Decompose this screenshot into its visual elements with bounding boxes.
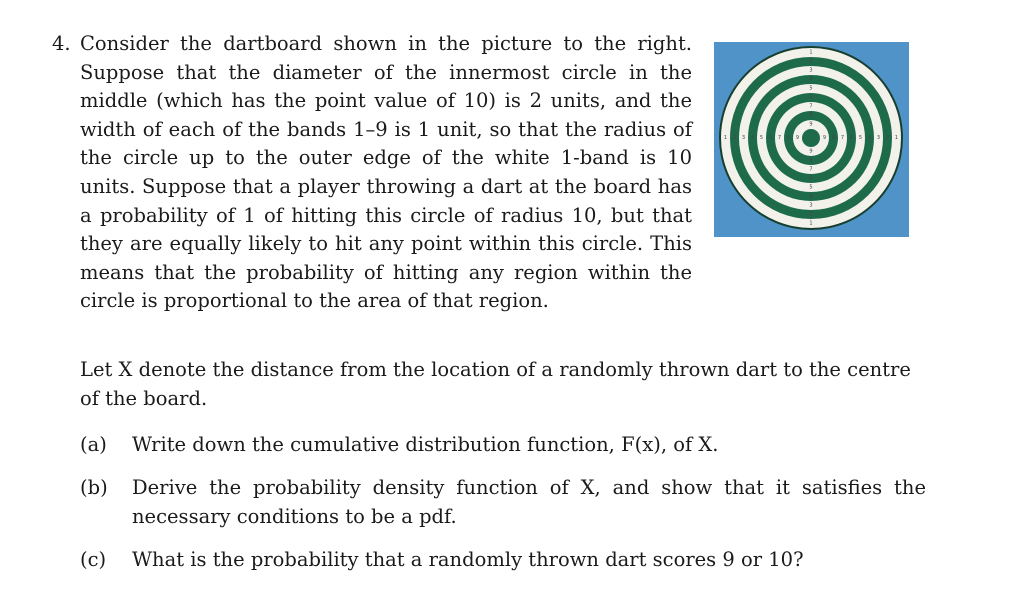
score-label-top-4: 4 xyxy=(809,76,813,83)
score-label-right-5: 5 xyxy=(858,135,863,141)
dartboard-image xyxy=(714,42,909,237)
score-label-bottom-1: 1 xyxy=(809,220,813,227)
score-label-bottom-7: 7 xyxy=(809,166,813,173)
part-c-label: (c) xyxy=(80,548,107,571)
score-label-left-8: 8 xyxy=(786,135,791,141)
part-c xyxy=(80,545,926,574)
score-label-bottom-4: 4 xyxy=(809,193,813,200)
score-label-left-9: 9 xyxy=(795,135,800,141)
score-label-right-7: 7 xyxy=(840,135,845,141)
score-label-bottom-9: 9 xyxy=(809,148,813,155)
score-label-bottom-6: 6 xyxy=(809,175,813,182)
part-b xyxy=(80,473,926,531)
part-a-label: (a) xyxy=(80,433,107,456)
part-b-text: Derive the probability density function of X, and show that it satisfies the necessary conditions to be a pdf. xyxy=(132,476,926,528)
score-label-right-8: 8 xyxy=(831,135,836,141)
score-label-top-6: 6 xyxy=(809,94,813,101)
part-a-text: Write down the cumulative distribution function, F(x), of X. xyxy=(132,433,719,456)
score-label-left-6: 6 xyxy=(768,135,773,141)
part-b-label: (b) xyxy=(80,476,108,499)
score-label-top-1: 1 xyxy=(809,49,813,56)
score-label-left-4: 4 xyxy=(750,135,755,141)
score-label-top-3: 3 xyxy=(809,67,813,74)
score-label-right-6: 6 xyxy=(849,135,854,141)
score-label-top-9: 9 xyxy=(809,121,813,128)
question-parts xyxy=(80,430,926,588)
score-label-left-5: 5 xyxy=(759,135,764,141)
problem-4 xyxy=(52,30,692,316)
score-label-right-2: 2 xyxy=(885,135,890,141)
score-label-left-3: 3 xyxy=(741,135,746,141)
dartboard-figure xyxy=(714,42,909,237)
part-a xyxy=(80,430,926,459)
score-label-left-1: 1 xyxy=(723,135,728,141)
score-label-bottom-5: 5 xyxy=(809,184,813,191)
score-label-bottom-2: 2 xyxy=(809,211,813,218)
ring-10 xyxy=(802,129,820,147)
score-label-left-2: 2 xyxy=(732,135,737,141)
problem-text: Consider the dartboard shown in the picture to the right. Suppose that the diameter of the innermost circle in the middle (which has the point value of 10) is 2 units, and the width of each of the bands 1–9 is 1 unit, so that the radius of the circle up to the outer edge of the white 1-band is 10 units. Suppose that a player throwing a dart at the board has a probability of 1 of hitting this circle of radius 10, but that they are equally likely to hit any point within this circle. This means that the probability of hitting any region within the circle is proportional to the area of that region. xyxy=(80,32,692,313)
score-label-top-8: 8 xyxy=(809,112,813,119)
score-label-left-7: 7 xyxy=(777,135,782,141)
part-c-text: What is the probability that a randomly thrown dart scores 9 or 10? xyxy=(132,548,804,571)
score-label-top-7: 7 xyxy=(809,103,813,110)
score-label-bottom-8: 8 xyxy=(809,157,813,164)
score-label-right-4: 4 xyxy=(867,135,872,141)
question-intro: Let X denote the distance from the location of a randomly thrown dart to the centre of the board. xyxy=(80,358,911,410)
score-label-bottom-3: 3 xyxy=(809,202,813,209)
score-label-right-9: 9 xyxy=(822,135,827,141)
score-label-right-3: 3 xyxy=(876,135,881,141)
score-label-top-5: 5 xyxy=(809,85,813,92)
problem-number: 4. xyxy=(52,32,71,55)
score-label-top-2: 2 xyxy=(809,58,813,65)
score-label-right-1: 1 xyxy=(894,135,899,141)
